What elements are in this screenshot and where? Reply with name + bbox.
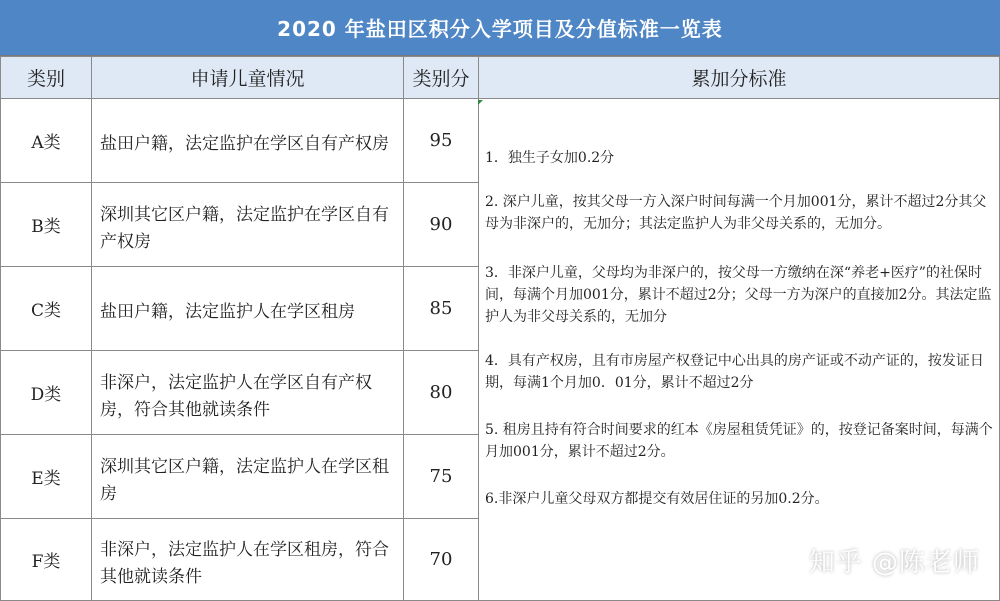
row-category-text: B类 bbox=[31, 217, 61, 237]
row-condition-text: 深圳其它区户籍，法定监护在学区自有产权房 bbox=[100, 204, 389, 252]
row-score bbox=[403, 98, 479, 183]
row-score-text: 80 bbox=[429, 382, 453, 403]
row-category bbox=[0, 98, 92, 183]
row-condition-text: 非深户，法定监护人在学区租房，符合其他就读条件 bbox=[100, 539, 389, 587]
row-condition bbox=[91, 434, 404, 519]
row-condition bbox=[91, 266, 404, 351]
row-score-text: 85 bbox=[429, 298, 453, 319]
row-score-text: 95 bbox=[429, 130, 453, 151]
bonus-rule: 6.非深户儿童父母双方都提交有效居住证的另加0.2分。 bbox=[485, 491, 829, 507]
table-title: 2020 年盐田区积分入学项目及分值标准一览表 bbox=[0, 0, 1000, 56]
row-score-text: 90 bbox=[429, 214, 453, 235]
row-category-text: A类 bbox=[31, 133, 61, 153]
header-bonus: 累加分标准 bbox=[478, 56, 1000, 99]
cell-marker-icon bbox=[478, 100, 483, 105]
row-category-text: E类 bbox=[31, 469, 61, 489]
bonus-rule: 3．非深户儿童，父母均为非深户的，按父母一方缴纳在深“养老+医疗”的社保时间，每满个月加001分，累计不超过2分；父母一方为深户的直接加2分。其法定监护人为非父母关系的，无加分 bbox=[485, 265, 992, 325]
row-condition-text: 盐田户籍，法定监护人在学区租房 bbox=[100, 302, 355, 322]
row-category bbox=[0, 434, 92, 519]
row-score-text: 70 bbox=[429, 549, 453, 570]
row-score bbox=[403, 350, 479, 435]
bonus-rules-cell bbox=[478, 98, 1000, 601]
watermark: 知乎 @陈老师 bbox=[808, 548, 980, 578]
bonus-rule: 4．具有产权房，且有市房屋产权登记中心出具的房产证或不动产证的，按发证日期，每满1个月加0．01分，累计不超过2分 bbox=[485, 353, 984, 391]
row-score-text: 75 bbox=[429, 466, 453, 487]
row-score bbox=[403, 434, 479, 519]
row-condition-text: 深圳其它区户籍，法定监护人在学区租房 bbox=[100, 456, 389, 504]
row-score bbox=[403, 266, 479, 351]
row-category-text: D类 bbox=[30, 385, 62, 405]
row-category bbox=[0, 518, 92, 601]
header-category: 类别 bbox=[0, 56, 92, 99]
bonus-rule: 1．独生子女加0.2分 bbox=[485, 150, 615, 166]
row-condition bbox=[91, 182, 404, 267]
row-condition bbox=[91, 98, 404, 183]
row-category-text: C类 bbox=[30, 301, 61, 321]
bonus-rule: 5. 租房且持有符合时间要求的红本《房屋租赁凭证》的，按登记备案时间，每满个月加001分，累计不超过2分。 bbox=[485, 422, 993, 460]
row-category-text: F类 bbox=[31, 552, 61, 572]
row-condition bbox=[91, 350, 404, 435]
row-category bbox=[0, 350, 92, 435]
bonus-rule: 2. 深户儿童，按其父母一方入深户时间每满一个月加001分，累计不超过2分其父母为非深户的，无加分；其法定监护人为非父母关系的，无加分。 bbox=[485, 194, 987, 232]
header-score: 类别分 bbox=[403, 56, 479, 99]
row-condition bbox=[91, 518, 404, 601]
row-category bbox=[0, 182, 92, 267]
header-condition: 申请儿童情况 bbox=[91, 56, 404, 99]
row-condition-text: 非深户，法定监护人在学区自有产权房，符合其他就读条件 bbox=[100, 372, 372, 420]
row-condition-text: 盐田户籍，法定监护在学区自有产权房 bbox=[100, 134, 389, 154]
row-score bbox=[403, 182, 479, 267]
row-score bbox=[403, 518, 479, 601]
row-category bbox=[0, 266, 92, 351]
